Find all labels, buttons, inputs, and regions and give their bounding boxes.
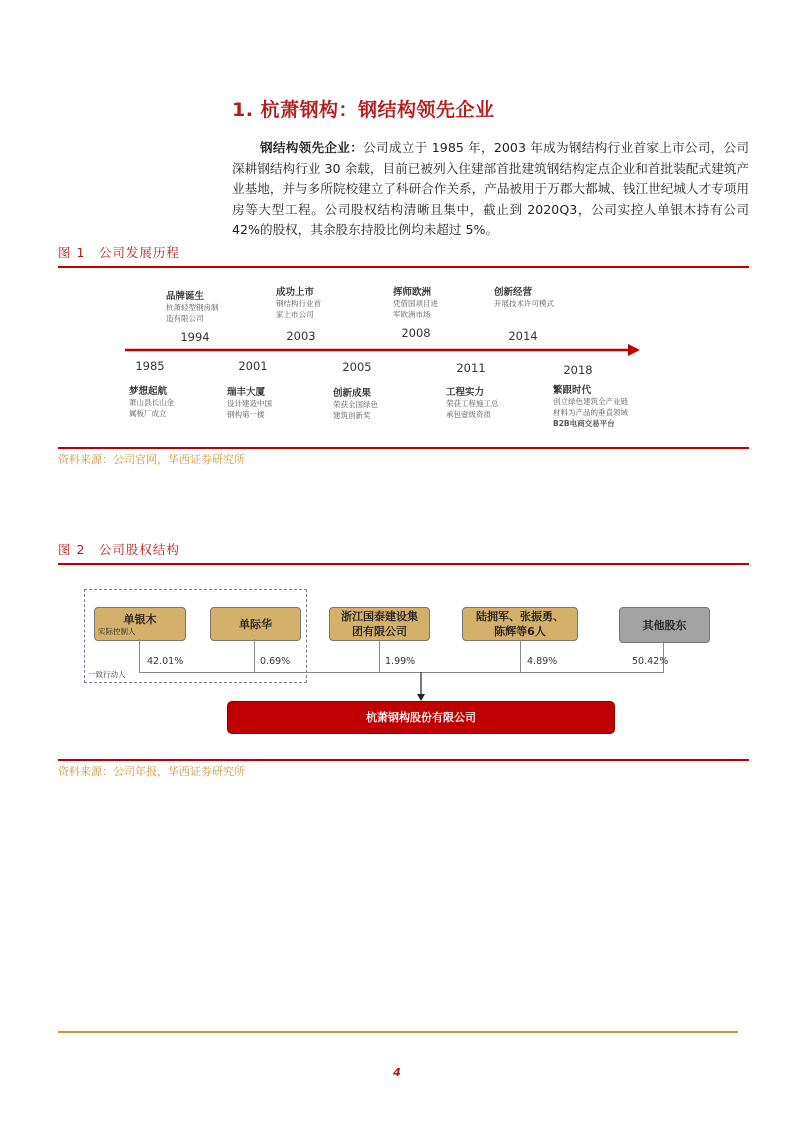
connector-line <box>379 641 380 673</box>
connector-line <box>139 639 140 673</box>
event-desc: 造有限公司 <box>166 314 204 323</box>
section-heading: 1. 杭萧钢构：钢结构领先企业 <box>232 99 495 121</box>
figure1-title: 图 1 公司发展历程 <box>58 245 180 260</box>
stake-pct: 1.99% <box>385 656 416 667</box>
timeline-year: 2011 <box>456 361 486 375</box>
timeline-year: 2001 <box>238 359 268 373</box>
figure2-top-rule <box>58 563 749 565</box>
shareholder-box <box>329 607 430 641</box>
company-name: 杭萧钢构股份有限公司 <box>366 711 476 724</box>
shareholder-name: 单际华 <box>239 617 272 631</box>
shareholder-box <box>94 607 186 641</box>
stake-pct: 50.42% <box>632 656 669 667</box>
shareholder-name: 单银木 <box>123 613 157 626</box>
figure1-source: 资料来源：公司官网，华西证券研究所 <box>58 453 245 466</box>
event-title: 瑞丰大厦 <box>227 387 266 398</box>
event-desc: 钢构第一楼 <box>227 410 265 419</box>
event-desc: 属板厂成立 <box>129 409 167 418</box>
figure1-top-rule <box>58 266 749 268</box>
figure2-title: 图 2 公司股权结构 <box>58 542 180 557</box>
timeline-year: 1994 <box>180 330 210 344</box>
paragraph-body: 公司成立于 1985 年，2003 年成为钢结构行业首家上市公司，公司深耕钢结构行业 30 余载，目前已被列入住建部首批建筑钢结构定点企业和首批装配式建筑产业基地，并与多所院校建立了科研合作关系，产品被用于万郡大都城、钱江世纪城人才专项用房等大型工程。公司股权结构清晰且集中，截止到 2020Q3，公司实控人单银木持有公司 42%的股权，其余股东持股比例均未超过 5%。 <box>232 140 749 237</box>
figure1-bottom-rule <box>58 447 749 449</box>
event-title: 创新成果 <box>333 388 372 399</box>
event-desc: B2B电商交易平台 <box>553 419 615 428</box>
event-desc: 材料为产品的垂直领域 <box>553 408 628 417</box>
event-title: 繁跟时代 <box>553 385 592 396</box>
timeline-year: 2008 <box>401 326 431 340</box>
event-desc: 承包壹级资质 <box>446 410 491 419</box>
shareholder-name: 浙江国泰建设集团有限公司 <box>341 610 418 638</box>
event-desc: 荣获工程施工总 <box>446 399 499 408</box>
shareholder-box <box>619 607 710 643</box>
event-desc: 设计建造中国 <box>227 399 272 408</box>
event-title: 创新经营 <box>494 287 533 298</box>
group-label: 一致行动人 <box>88 670 126 679</box>
event-desc: 钢结构行业首 <box>276 299 321 308</box>
timeline-year: 1985 <box>135 359 165 373</box>
event-desc: 建筑创新奖 <box>333 411 371 420</box>
figure2-bottom-rule <box>58 759 749 761</box>
timeline-event <box>276 284 321 320</box>
shareholder-box <box>462 607 578 641</box>
stake-pct: 0.69% <box>260 656 291 667</box>
intro-paragraph <box>232 138 749 241</box>
stake-pct: 42.01% <box>147 656 184 667</box>
timeline-event <box>553 382 628 429</box>
timeline-event <box>227 384 272 420</box>
shareholder-name: 其他股东 <box>642 618 687 632</box>
timeline-year: 2003 <box>286 329 316 343</box>
event-desc: 凭借国项目进 <box>393 299 438 308</box>
shareholder-box <box>210 607 301 641</box>
event-desc: 创立绿色建筑全产业链 <box>553 397 628 406</box>
timeline-event <box>446 384 499 420</box>
event-title: 工程实力 <box>446 387 485 398</box>
timeline-event <box>494 284 554 309</box>
connector-bus <box>139 672 664 673</box>
event-desc: 开展技术许可模式 <box>494 299 554 308</box>
timeline-event <box>129 383 174 419</box>
connector-line <box>254 639 255 673</box>
timeline-event <box>393 284 438 320</box>
timeline-event <box>166 288 219 324</box>
paragraph-lead: 钢结构领先企业： <box>260 140 364 155</box>
event-title: 成功上市 <box>276 287 315 298</box>
timeline-year: 2018 <box>563 363 593 377</box>
timeline-year: 2005 <box>342 360 372 374</box>
stake-pct: 4.89% <box>527 656 558 667</box>
event-title: 梦想起航 <box>129 386 168 397</box>
shareholder-sub: 实际控制人 <box>98 627 136 636</box>
event-desc: 杭萧轻型钢房制 <box>166 303 219 312</box>
timeline-event <box>333 385 378 421</box>
event-desc: 萧山县长山金 <box>129 398 174 407</box>
event-title: 挥师欧洲 <box>393 287 432 298</box>
connector-line <box>520 641 521 673</box>
timeline-year: 2014 <box>508 329 538 343</box>
event-desc: 军欧洲市场 <box>393 310 431 319</box>
event-desc: 家上市公司 <box>276 310 314 319</box>
event-title: 品牌诞生 <box>166 291 205 302</box>
page-number: 4 <box>393 1066 401 1079</box>
timeline-arrowhead <box>628 344 640 356</box>
down-arrow <box>415 672 427 702</box>
event-desc: 荣获全国绿色 <box>333 400 378 409</box>
footer-rule <box>58 1031 738 1033</box>
company-box <box>227 701 615 734</box>
shareholder-name: 陆拥军、张振勇、陈辉等6人 <box>476 610 564 638</box>
figure2-source: 资料来源：公司年报，华西证券研究所 <box>58 765 245 778</box>
